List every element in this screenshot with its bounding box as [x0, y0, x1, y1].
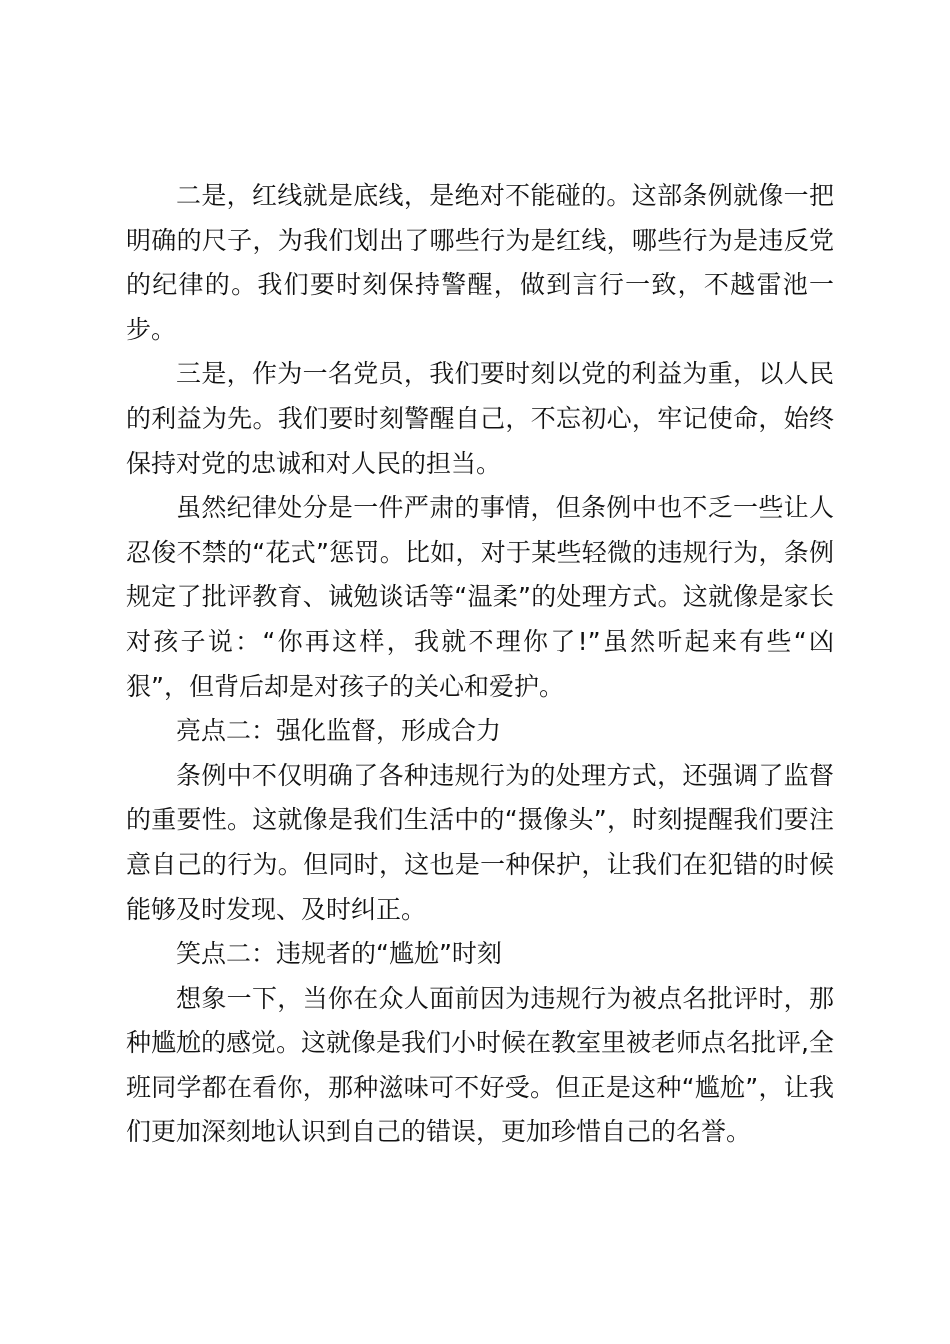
document-page [126, 174, 834, 1155]
section-heading-laugh-two: 笑点二：违规者的“尴尬”时刻 [176, 939, 502, 969]
section-heading-highlight-two: 亮点二：强化监督，形成合力 [176, 716, 502, 746]
paragraph-supervision: 条例中不仅明确了各种违规行为的处理方式，还强调了监督的重要性。这就像是我们生活中的“摄像头”，时刻提醒我们要注意自己的行为。但同时，这也是一种保护，让我们在犯错的时候能够及时发现、及时纠正。 [126, 760, 834, 924]
paragraph-awkward-moment: 想象一下，当你在众人面前因为违规行为被点名批评时，那种尴尬的感觉。这就像是我们小时候在教室里被老师点名批评,全班同学都在看你，那种滋味可不好受。但正是这种“尴尬”，让我们更加深刻地认识到自己的错误，更加珍惜自己的名誉。 [126, 983, 834, 1147]
paragraph-second-point: 二是，红线就是底线，是绝对不能碰的。这部条例就像一把明确的尺子，为我们划出了哪些行为是红线，哪些行为是违反党的纪律的。我们要时刻保持警醒，做到言行一致，不越雷池一步。 [126, 181, 834, 344]
paragraph-discipline-humor: 虽然纪律处分是一件严肃的事情，但条例中也不乏一些让人忍俊不禁的“花式”惩罚。比如，对于某些轻微的违规行为，条例规定了批评教育、诫勉谈话等“温柔”的处理方式。这就像是家长对孩子说：“你再这样，我就不理你了!”虽然听起来有些“凶狠”，但背后却是对孩子的关心和爱护。 [126, 493, 834, 701]
paragraph-third-point: 三是，作为一名党员，我们要时刻以党的利益为重，以人民的利益为先。我们要时刻警醒自己，不忘初心，牢记使命，始终保持对党的忠诚和对人民的担当。 [126, 359, 834, 478]
